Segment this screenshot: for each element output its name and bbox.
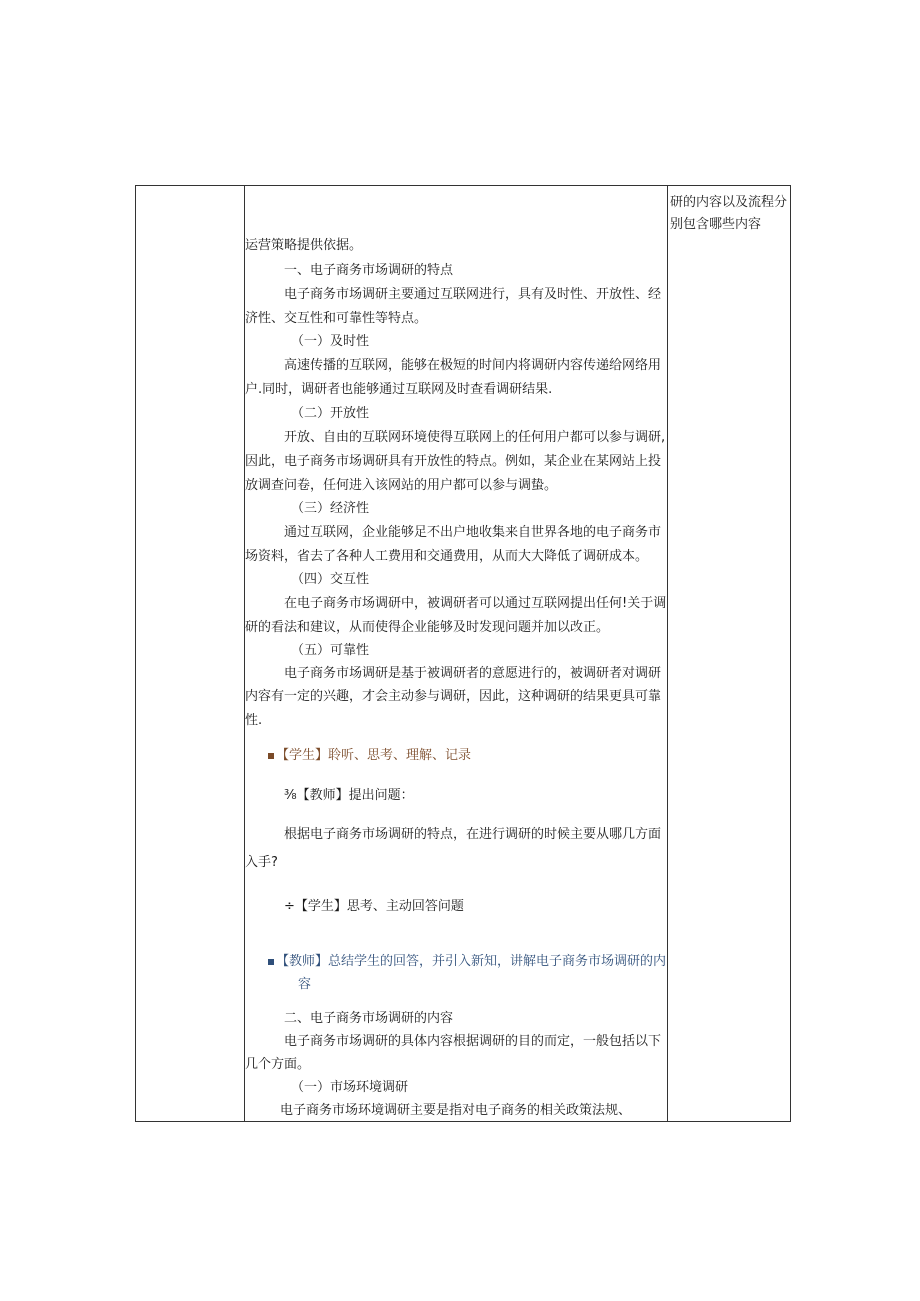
- section-heading: 二、电子商务市场调研的内容: [284, 1011, 454, 1026]
- text-line: 济性、交互性和可靠性等特点。: [245, 311, 428, 326]
- square-bullet-icon: [268, 959, 274, 965]
- square-bullet-icon: [268, 753, 274, 759]
- text-line: 场资料，省去了各种人工费用和交通费用，从而大大降低了调研成本。: [245, 549, 649, 564]
- text-line: 运营策略提供依据。: [245, 238, 363, 253]
- student-activity: ÷【学生】思考、主动回答问题: [284, 899, 464, 914]
- subsection-heading: （三）经济性: [291, 501, 370, 516]
- text-line: 在电子商务市场调研中，被调研者可以通过互联网提出任何!关于调: [284, 596, 667, 611]
- text-line: 电子商务市场调研是基于被调研者的意愿进行的，被调研者对调研: [284, 666, 662, 681]
- text-line: 电子商务市场调研主要通过互联网进行，具有及时性、开放性、经: [284, 287, 662, 302]
- question-line: 根据电子商务市场调研的特点，在进行调研的时候主要从哪几方面: [284, 827, 662, 842]
- text-line: 户.同时，调研者也能够通过互联网及时查看调研结果.: [245, 382, 553, 397]
- text-line: 几个方面。: [245, 1057, 311, 1072]
- teacher-activity-text: 【教师】总结学生的回答，并引入新知，讲解电子商务市场调研的内: [276, 954, 667, 969]
- student-activity: [268, 747, 668, 765]
- subsection-heading: （四）交互性: [291, 572, 370, 587]
- student-activity-text: 【学生】聆听、思考、理解、记录: [276, 748, 472, 763]
- text-line: 研的看法和建议，从而使得企业能够及时发现问题并加以改正。: [245, 620, 610, 635]
- text-line: 性.: [245, 713, 263, 728]
- subsection-heading: （一）市场环境调研: [291, 1080, 409, 1095]
- teacher-prompt: ⅜【教师】提出问题：: [284, 788, 414, 803]
- section-heading: 一、电子商务市场调研的特点: [284, 263, 454, 278]
- text-line: 电子商务市场调研的具体内容根据调研的目的而定，一般包括以下: [284, 1034, 662, 1049]
- text-line: 通过互联网，企业能够足不出户地收集来自世界各地的电子商务市: [284, 525, 662, 540]
- subsection-heading: （二）开放性: [291, 406, 370, 421]
- subsection-heading: （五）可靠性: [291, 643, 370, 658]
- question-line: 入手?: [245, 855, 278, 870]
- text-line: 放调查问卷，任何进入该网站的用户都可以参与调蛰。: [245, 478, 558, 493]
- text-line: 高速传播的互联网，能够在极短的时间内将调研内容传递给网络用: [284, 358, 662, 373]
- text-line: 开放、自由的互联网环境使得互联网上的任何用户都可以参与调研,: [284, 430, 666, 445]
- side-note: 研的内容以及流程分别包含哪些内容: [670, 195, 788, 232]
- teacher-activity-cont: 容: [298, 977, 312, 992]
- text-line: 因此，电子商务市场调研具有开放性的特点。例如，某企业在某网站上投: [245, 454, 662, 469]
- text-line: 内容有一定的兴趣，才会主动参与调研，因此，这种调研的结果更具可靠: [245, 689, 662, 704]
- teacher-activity: [268, 953, 668, 971]
- subsection-heading: （一）及时性: [291, 334, 370, 349]
- text-line: 电子商务市场环境调研主要是指对电子商务的相关政策法规、: [280, 1103, 632, 1118]
